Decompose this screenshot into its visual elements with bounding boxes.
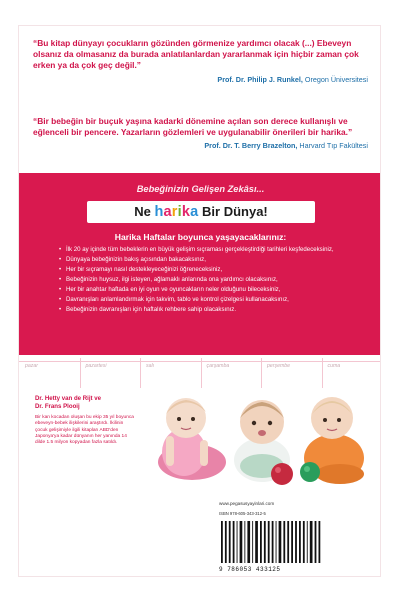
feature-list-item: • Her bir sıçramayı nasıl destekleyeceğinizi öğreneceksiniz, <box>59 266 359 274</box>
barcode-bar <box>291 521 293 563</box>
quote-author <box>33 141 368 150</box>
barcode-bar <box>303 521 305 563</box>
calendar-day-label: çarşamba <box>206 363 230 369</box>
author-bio: Bir kan kocadan oluşan bu ekip 35 yıl boyunca ebeveyn-bebek ilişkilerini araştırdı. İkilinin çocuk gelişimiyle ilgili kitapları ABD'den Japonya'ya kadar dünyanın her yanında 14 dilde 1.5 milyon kopyadan fazla satıldı. <box>35 415 134 445</box>
feature-list-item: • İlk 20 ay içinde tüm bebeklerin en büyük gelişim sıçraması gerçekleştirdiği tarihleri keşfedeceksiniz, <box>59 246 359 254</box>
title-highlight-word <box>154 204 198 220</box>
calendar-strip <box>19 361 381 372</box>
quote-text: “Bu kitap dünyayı çocukların gözünden görmenize yardımcı olacak (...) Ebeveyn olsanız da olmasanız da burada anlatılanlardan yararlanmak için hiçbir zaman çok erken ya da çok geç değil.” <box>33 38 359 71</box>
quote-author-name: Prof. Dr. T. Berry Brazelton, <box>204 141 298 151</box>
baby-left-image <box>158 398 226 480</box>
barcode-bar <box>247 521 250 563</box>
barcode-bar <box>221 521 223 563</box>
barcode-bar <box>299 521 301 563</box>
calendar-day-label: salı <box>146 363 155 369</box>
feature-list-item: • Dünyaya bebeğinizin bakış açısından bakacaksınız, <box>59 256 359 264</box>
barcode-bar <box>310 521 313 563</box>
title-highlight-letter: a <box>163 204 172 220</box>
author-name: Dr. Hetty van de Rijt ve <box>35 395 102 402</box>
baby-middle-image <box>234 400 293 485</box>
panel-title <box>87 201 315 223</box>
barcode-bar <box>315 521 317 563</box>
publisher-website: www.pegasusyayinlari.com <box>219 501 275 506</box>
author-name: Dr. Frans Plooij <box>35 402 80 410</box>
title-highlight-letter: h <box>154 204 164 220</box>
feature-list-item: • Bebeğinizin huysuz, ilgi isteyen, ağlamaklı anlarında ona yardımcı olacaksınız, <box>59 276 359 284</box>
calendar-divider <box>140 358 141 388</box>
barcode-bar <box>295 521 297 563</box>
barcode-bar <box>225 521 227 563</box>
barcode-bar <box>255 521 258 563</box>
title-highlight-letter: r <box>171 204 178 220</box>
calendar-day-label: pazar <box>25 363 38 369</box>
quote-author-affiliation: Oregon Üniversitesi <box>304 74 368 84</box>
barcode-bar <box>264 521 266 563</box>
barcode-bar <box>287 521 289 563</box>
feature-panel <box>19 173 381 355</box>
barcode-bar <box>283 521 285 563</box>
feature-list <box>59 246 359 316</box>
feature-list-item: • Her bir anahtar haftada en iyi oyun ve oyuncakların neler olduğunu bileceksiniz, <box>59 286 359 294</box>
quote-text: “Bir bebeğin bir buçuk yaşına kadarki dönemine açılan son derece kullanışlı ve eğlenceli bir pencere. Yazarların gözlemleri ve uygulanabilir önerileri bir harika.” <box>33 116 353 138</box>
calendar-day-label: pazartesi <box>85 363 107 369</box>
feature-list-item: • Davranışları anlamlandırmak için takvim, tablo ve kontrol çizelgesi kullanacaksınız, <box>59 296 359 304</box>
barcode-bar <box>319 521 321 563</box>
barcode-bar <box>272 521 274 563</box>
barcode-bar <box>276 521 277 563</box>
quote-2 <box>33 116 368 150</box>
barcode-bar <box>260 521 262 563</box>
barcode-bar <box>268 521 270 563</box>
title-highlight-letter: a <box>190 204 199 220</box>
quote-author-name: Prof. Dr. Philip J. Runkel, <box>217 74 303 84</box>
quote-author-affiliation: Harvard Tıp Fakültesi <box>299 141 368 151</box>
book-back-cover <box>18 25 381 577</box>
calendar-day-label: cuma <box>327 363 341 369</box>
title-highlight-letter: i <box>177 204 182 220</box>
calendar-divider <box>80 358 81 388</box>
barcode-bar <box>279 521 282 563</box>
quote-author <box>33 75 368 84</box>
title-before: Ne <box>134 204 151 219</box>
barcode-bar <box>229 521 231 563</box>
title-highlight-letter: k <box>181 204 191 220</box>
author-names <box>35 395 135 410</box>
panel-subtitle: Bebeğinizin Gelişen Zekâsı... <box>136 184 265 194</box>
barcode-bar <box>240 521 243 563</box>
babies-illustration <box>144 374 379 489</box>
barcode-bar <box>233 521 235 563</box>
barcode-image <box>217 519 343 565</box>
section-title: Harika Haftalar boyunca yaşayacaklarınız: <box>114 232 287 242</box>
barcode-bar <box>244 521 245 563</box>
quote-1 <box>33 38 368 84</box>
calendar-day-label: perşembe <box>267 363 291 369</box>
barcode-bar <box>237 521 238 563</box>
title-after: Bir Dünya! <box>202 204 268 219</box>
barcode-bar <box>252 521 253 563</box>
baby-right-image <box>300 397 364 484</box>
barcode-bar <box>307 521 308 563</box>
barcode-digits: 9 786053 433125 <box>219 566 281 573</box>
authors-block <box>35 395 135 446</box>
isbn-text: ISBN 978-605-343-312-5 <box>219 511 266 516</box>
feature-list-item: • Bebeğinizin davranışları için haftalık rehbere sahip olacaksınız. <box>59 306 359 314</box>
